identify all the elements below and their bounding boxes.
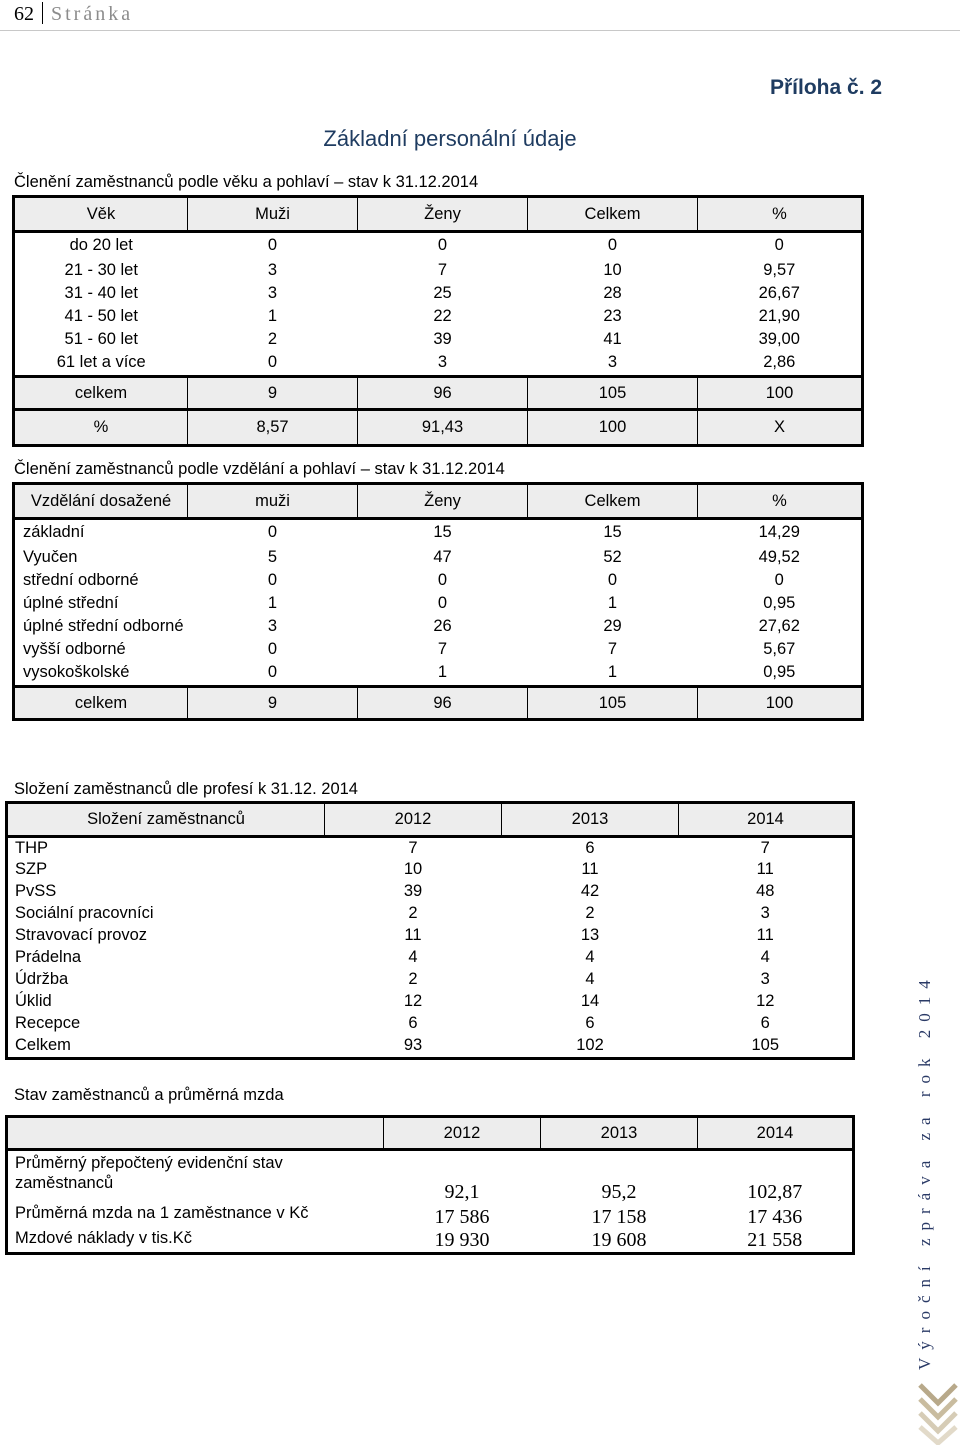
table-cell: 0 bbox=[607, 570, 618, 589]
table-cell: základní bbox=[23, 523, 85, 542]
table-cell: 9,57 bbox=[763, 260, 796, 279]
table-cell: Celkem bbox=[15, 1036, 71, 1055]
page-word: Stránka bbox=[51, 3, 134, 25]
table-row bbox=[7, 837, 854, 859]
table-cell: 11 bbox=[756, 860, 774, 878]
table-row bbox=[7, 1204, 854, 1229]
table-cell: úplné střední odborné bbox=[23, 616, 184, 635]
prof-table bbox=[5, 801, 855, 1060]
table-cell: 3 bbox=[607, 353, 618, 372]
wage-table bbox=[5, 1115, 855, 1255]
header-cell: Ženy bbox=[358, 484, 528, 519]
table-cell: 19 930 bbox=[434, 1229, 490, 1251]
header-cell: Vzdělání dosažené bbox=[14, 484, 188, 519]
table-cell: 22 bbox=[433, 306, 452, 325]
table-cell: 13 bbox=[580, 926, 600, 944]
header-cell: % bbox=[698, 197, 863, 232]
table-cell: 31 - 40 let bbox=[64, 283, 138, 302]
table-cell: 5,67 bbox=[763, 639, 796, 658]
header-cell: 2013 bbox=[502, 803, 679, 837]
table-cell: 3 bbox=[760, 904, 770, 922]
table-cell: 1 bbox=[267, 306, 278, 325]
table-cell: 3 bbox=[437, 353, 448, 372]
table-cell: 17 586 bbox=[434, 1205, 490, 1228]
table-cell: 91,43 bbox=[358, 410, 528, 446]
table-row bbox=[7, 1150, 854, 1204]
table-cell: 19 608 bbox=[591, 1229, 647, 1251]
table-cell: 100 bbox=[528, 410, 698, 446]
table-cell: Stravovací provoz bbox=[15, 926, 148, 944]
table-cell: 93 bbox=[403, 1036, 423, 1055]
table-row bbox=[14, 305, 863, 328]
table-cell: 11 bbox=[581, 860, 599, 878]
table-cell: 0 bbox=[267, 523, 278, 542]
table-cell: 12 bbox=[756, 992, 775, 1010]
age-table-caption: Členění zaměstnanců podle věku a pohlaví – stav k 31.12.2014 bbox=[14, 173, 479, 191]
table-cell: 0 bbox=[267, 570, 278, 589]
table-cell: 11 bbox=[404, 926, 422, 944]
table-row bbox=[14, 282, 863, 305]
table-cell: 6 bbox=[408, 1014, 418, 1032]
table-cell: 3 bbox=[760, 970, 770, 988]
table-cell: 0 bbox=[437, 236, 448, 255]
percent-row bbox=[14, 410, 863, 446]
table-cell: 41 bbox=[603, 329, 622, 348]
total-row bbox=[14, 687, 863, 720]
header-cell: muži bbox=[188, 484, 358, 519]
table-cell: 10 bbox=[403, 860, 423, 878]
table-cell: 6 bbox=[585, 838, 595, 857]
table-cell: 12 bbox=[403, 992, 423, 1010]
table-cell: 28 bbox=[603, 283, 622, 302]
wage-table-caption: Stav zaměstnanců a průměrná mzda bbox=[14, 1086, 284, 1104]
edu-table bbox=[12, 482, 864, 721]
table-cell: Úklid bbox=[15, 992, 52, 1010]
table-cell: celkem bbox=[14, 687, 188, 720]
table-cell: 105 bbox=[528, 377, 698, 410]
table-cell: celkem bbox=[14, 377, 188, 410]
table-row bbox=[14, 569, 863, 592]
edu-table-header-row bbox=[14, 484, 863, 519]
table-cell: 29 bbox=[603, 616, 622, 635]
table-cell: vysokoškolské bbox=[23, 663, 130, 682]
prof-table-caption: Složení zaměstnanců dle profesí k 31.12. 2014 bbox=[14, 780, 358, 798]
table-cell: 21 558 bbox=[747, 1229, 803, 1251]
table-cell: 0,95 bbox=[763, 663, 796, 682]
table-cell: úplné střední bbox=[23, 593, 119, 612]
header-cell: Složení zaměstnanců bbox=[7, 803, 325, 837]
table-cell: 9 bbox=[188, 687, 358, 720]
table-cell: Mzdové náklady v tis.Kč bbox=[15, 1228, 192, 1247]
table-cell: Prádelna bbox=[15, 948, 82, 966]
table-cell: 25 bbox=[433, 283, 452, 302]
table-cell: 2,86 bbox=[763, 353, 796, 372]
table-cell: 7 bbox=[408, 838, 418, 857]
table-row bbox=[14, 232, 863, 259]
header-rule bbox=[0, 30, 960, 31]
table-cell: 8,57 bbox=[188, 410, 358, 446]
table-cell: Vyučen bbox=[23, 547, 78, 566]
table-cell: 0 bbox=[267, 639, 278, 658]
table-cell: 39 bbox=[433, 329, 452, 348]
table-cell: 17 436 bbox=[747, 1205, 803, 1228]
table-cell: Průměrná mzda na 1 zaměstnance v Kč bbox=[15, 1203, 309, 1222]
header-cell: Věk bbox=[14, 197, 188, 232]
table-cell: 21,90 bbox=[758, 306, 800, 325]
table-cell: 14,29 bbox=[758, 523, 800, 542]
page-title: Základní personální údaje bbox=[323, 126, 577, 151]
table-cell: 61 let a více bbox=[56, 353, 146, 372]
table-cell: střední odborné bbox=[23, 570, 139, 589]
table-cell: 14 bbox=[580, 992, 600, 1010]
table-cell: 42 bbox=[580, 882, 600, 900]
table-cell: 39 bbox=[403, 882, 423, 900]
table-row bbox=[14, 592, 863, 615]
table-cell: 96 bbox=[358, 687, 528, 720]
table-cell: 6 bbox=[585, 1014, 595, 1032]
table-cell: 2 bbox=[408, 904, 418, 922]
header-cell: Ženy bbox=[358, 197, 528, 232]
table-row bbox=[14, 519, 863, 546]
table-cell: 92,1 bbox=[444, 1180, 480, 1203]
table-cell: THP bbox=[15, 838, 48, 857]
table-row bbox=[7, 1229, 854, 1254]
table-row bbox=[7, 947, 854, 969]
table-cell: 96 bbox=[358, 377, 528, 410]
total-row bbox=[14, 377, 863, 410]
table-cell: 95,2 bbox=[601, 1180, 637, 1203]
table-cell: % bbox=[14, 410, 188, 446]
page-number bbox=[14, 2, 133, 26]
table-cell: 0 bbox=[267, 353, 278, 372]
table-cell: 100 bbox=[698, 687, 863, 720]
table-cell: 7 bbox=[437, 260, 448, 279]
table-cell: 23 bbox=[603, 306, 622, 325]
table-cell: 3 bbox=[267, 283, 278, 302]
table-row bbox=[14, 351, 863, 377]
table-cell: 15 bbox=[603, 523, 622, 542]
age-table bbox=[12, 195, 864, 447]
table-cell: 0 bbox=[774, 236, 784, 255]
table-cell: 52 bbox=[603, 547, 622, 566]
table-cell: Údržba bbox=[15, 970, 69, 988]
table-row bbox=[7, 903, 854, 925]
prof-table-header-row bbox=[7, 803, 854, 837]
table-cell: 47 bbox=[433, 547, 452, 566]
table-cell: 0 bbox=[774, 570, 784, 589]
edu-table-caption: Členění zaměstnanců podle vzdělání a pohlaví – stav k 31.12.2014 bbox=[14, 460, 505, 478]
table-cell: 0 bbox=[267, 236, 278, 255]
header-cell: Muži bbox=[188, 197, 358, 232]
table-cell: 0 bbox=[437, 570, 448, 589]
table-row bbox=[7, 881, 854, 903]
table-cell: 4 bbox=[408, 948, 418, 966]
table-cell: vyšší odborné bbox=[23, 639, 126, 658]
table-cell: 4 bbox=[585, 970, 595, 988]
page-number-divider bbox=[42, 2, 43, 24]
table-cell: 2 bbox=[408, 970, 418, 988]
table-cell: 5 bbox=[267, 547, 278, 566]
table-row bbox=[14, 328, 863, 351]
table-cell: do 20 let bbox=[69, 236, 133, 255]
table-cell: 49,52 bbox=[758, 547, 800, 566]
table-cell: 17 158 bbox=[591, 1205, 647, 1228]
table-cell: Sociální pracovníci bbox=[15, 904, 154, 922]
header-cell: 2013 bbox=[541, 1117, 698, 1150]
table-row bbox=[7, 925, 854, 947]
table-cell: 1 bbox=[607, 593, 618, 612]
table-cell: 2 bbox=[585, 904, 595, 922]
table-cell: 105 bbox=[528, 687, 698, 720]
table-cell: 4 bbox=[585, 948, 595, 966]
header-cell: Celkem bbox=[528, 484, 698, 519]
table-cell: SZP bbox=[15, 860, 48, 878]
annex-label: Příloha č. 2 bbox=[770, 76, 883, 99]
wage-table-header-row bbox=[7, 1117, 854, 1150]
table-cell: 10 bbox=[603, 260, 622, 279]
age-table-header-row bbox=[14, 197, 863, 232]
header-cell: Celkem bbox=[528, 197, 698, 232]
table-row bbox=[7, 969, 854, 991]
table-cell: 2 bbox=[267, 329, 278, 348]
table-cell: 3 bbox=[267, 260, 278, 279]
table-cell: 26 bbox=[433, 616, 452, 635]
table-cell: 0 bbox=[437, 593, 448, 612]
table-cell: 100 bbox=[698, 377, 863, 410]
table-row bbox=[7, 1035, 854, 1059]
header-cell: 2014 bbox=[679, 803, 854, 837]
table-cell: 9 bbox=[188, 377, 358, 410]
table-cell: 105 bbox=[751, 1036, 780, 1055]
table-cell: Průměrný přepočtený evidenční stav zaměstnanců bbox=[15, 1154, 283, 1192]
table-row bbox=[7, 991, 854, 1013]
table-cell: 3 bbox=[267, 616, 278, 635]
header-cell: % bbox=[698, 484, 863, 519]
table-cell: 0 bbox=[607, 236, 618, 255]
table-cell: 102 bbox=[576, 1036, 604, 1055]
header-cell: 2014 bbox=[698, 1117, 854, 1150]
header-cell: 2012 bbox=[384, 1117, 541, 1150]
table-cell: PvSS bbox=[15, 882, 57, 900]
table-row bbox=[14, 661, 863, 687]
table-cell: 48 bbox=[756, 882, 775, 900]
header-cell bbox=[7, 1117, 384, 1150]
table-row bbox=[14, 546, 863, 569]
table-cell: 0 bbox=[267, 663, 278, 682]
table-cell: 1 bbox=[607, 663, 618, 682]
table-cell: 7 bbox=[607, 639, 618, 658]
table-cell: X bbox=[698, 410, 863, 446]
page-number-value: 62 bbox=[14, 3, 34, 25]
table-row bbox=[14, 638, 863, 661]
table-cell: 11 bbox=[756, 926, 774, 944]
table-cell: 51 - 60 let bbox=[64, 329, 138, 348]
table-row bbox=[14, 615, 863, 638]
chevron-logo-icon bbox=[918, 1383, 958, 1445]
table-row bbox=[14, 259, 863, 282]
table-cell: 26,67 bbox=[758, 283, 800, 302]
table-cell: 0,95 bbox=[763, 593, 796, 612]
table-row bbox=[7, 859, 854, 881]
header-cell: 2012 bbox=[325, 803, 502, 837]
side-year-label: Výroční zpráva za rok 2014 bbox=[915, 972, 934, 1370]
table-cell: 39,00 bbox=[758, 329, 800, 348]
table-cell: 1 bbox=[437, 663, 448, 682]
table-row bbox=[7, 1013, 854, 1035]
table-cell: 7 bbox=[437, 639, 448, 658]
table-cell: 27,62 bbox=[758, 616, 800, 635]
table-cell: Recepce bbox=[15, 1014, 81, 1032]
table-cell: 7 bbox=[760, 838, 770, 857]
table-cell: 15 bbox=[433, 523, 452, 542]
table-cell: 102,87 bbox=[747, 1180, 803, 1203]
table-cell: 1 bbox=[267, 593, 278, 612]
table-cell: 4 bbox=[760, 948, 770, 966]
table-cell: 41 - 50 let bbox=[64, 306, 138, 325]
table-cell: 6 bbox=[760, 1014, 770, 1032]
table-cell: 21 - 30 let bbox=[64, 260, 138, 279]
